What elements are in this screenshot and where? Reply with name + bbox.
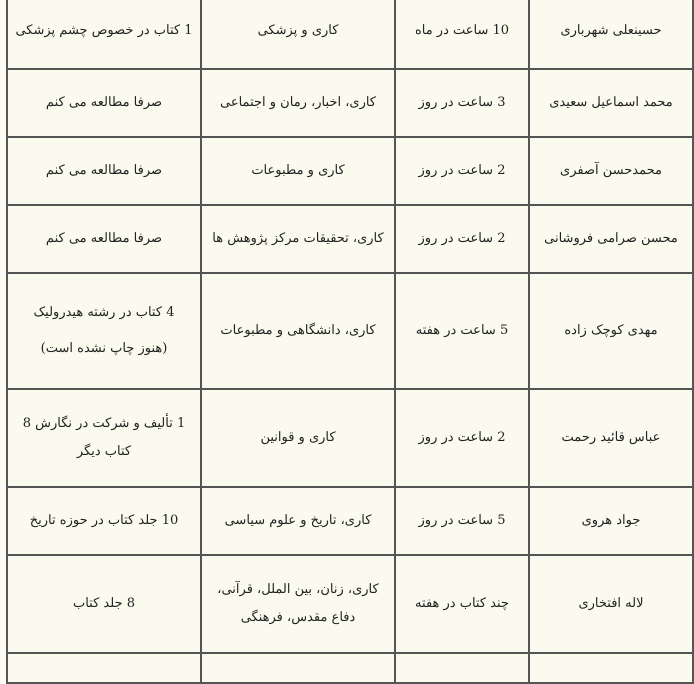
time-cell: 2 ساعت در روز xyxy=(395,205,529,273)
work-cell xyxy=(7,273,201,389)
use-cell: کاری، اخبار، رمان و اجتماعی xyxy=(201,69,395,137)
work-cell: صرفا مطالعه می کنم xyxy=(7,137,201,205)
work-cell: صرفا مطالعه می کنم xyxy=(7,69,201,137)
table-row xyxy=(7,555,693,653)
name-cell: محمد اسماعیل سعیدی xyxy=(529,69,693,137)
table-row xyxy=(7,205,693,273)
use-line: دفاع مقدس، فرهنگی xyxy=(240,610,356,625)
use-cell: کاری، تحقیقات مرکز پژوهش ها xyxy=(201,205,395,273)
table-row xyxy=(7,273,693,389)
time-cell: 2 ساعت در روز xyxy=(395,137,529,205)
name-cell: جواد هروی xyxy=(529,487,693,555)
reading-habits-table xyxy=(6,0,694,684)
use-cell xyxy=(201,555,395,653)
time-cell: 5 ساعت در هفته xyxy=(395,273,529,389)
use-cell: کاری، تاریخ و علوم سیاسی xyxy=(201,487,395,555)
name-cell: مهدی کوچک زاده xyxy=(529,273,693,389)
work-cell: صرفا مطالعه می کنم xyxy=(7,205,201,273)
use-cell: کاری و مطبوعات xyxy=(201,137,395,205)
empty-cell xyxy=(7,653,201,683)
work-line: 1 تألیف و شرکت در نگارش 8 xyxy=(22,416,186,431)
work-cell xyxy=(7,389,201,487)
empty-cell xyxy=(201,653,395,683)
work-cell: 8 جلد کتاب xyxy=(7,555,201,653)
time-cell: 10 ساعت در ماه xyxy=(395,0,529,69)
time-cell: چند کتاب در هفته xyxy=(395,555,529,653)
work-line: کتاب دیگر xyxy=(76,444,132,459)
table-row xyxy=(7,0,693,69)
name-cell: محمدحسن آصفری xyxy=(529,137,693,205)
empty-cell xyxy=(395,653,529,683)
name-cell: عباس قائید رحمت xyxy=(529,389,693,487)
table-row xyxy=(7,69,693,137)
use-cell: کاری و قوانین xyxy=(201,389,395,487)
use-line: کاری، زنان، بین الملل، قرآنی، xyxy=(217,582,379,597)
work-cell: 1 کتاب در خصوص چشم پزشکی xyxy=(7,0,201,69)
empty-cell xyxy=(529,653,693,683)
work-line: (هنوز چاپ نشده است) xyxy=(40,341,168,356)
time-cell: 3 ساعت در روز xyxy=(395,69,529,137)
table-row xyxy=(7,389,693,487)
time-cell: 5 ساعت در روز xyxy=(395,487,529,555)
use-cell: کاری و پزشکی xyxy=(201,0,395,69)
table-row xyxy=(7,487,693,555)
work-line: 4 کتاب در رشته هیدرولیک xyxy=(33,305,175,320)
time-cell: 2 ساعت در روز xyxy=(395,389,529,487)
name-cell: حسینعلی شهرباری xyxy=(529,0,693,69)
name-cell: محسن صرامی فروشانی xyxy=(529,205,693,273)
table-row xyxy=(7,137,693,205)
name-cell: لاله افتخاری xyxy=(529,555,693,653)
table-row-partial xyxy=(7,653,693,683)
use-cell: کاری، دانشگاهی و مطبوعات xyxy=(201,273,395,389)
work-cell: 10 جلد کتاب در حوزه تاریخ xyxy=(7,487,201,555)
